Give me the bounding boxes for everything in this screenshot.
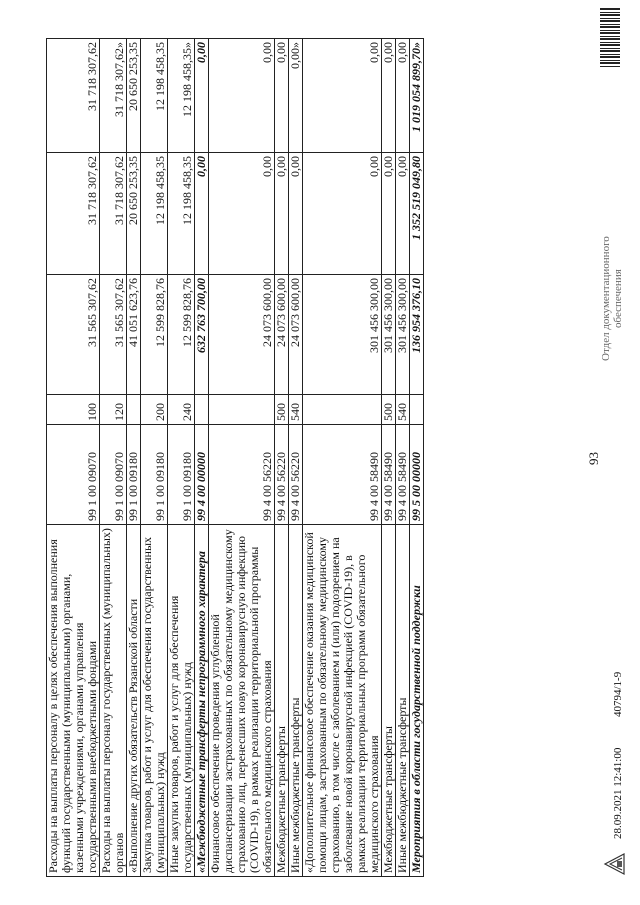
row-code: 99 4 00 58490: [382, 425, 396, 525]
row-expense-type: 200: [141, 395, 168, 425]
row-name: «Межбюджетные трансферты непрограммного характера: [195, 525, 209, 877]
row-code: 99 1 00 09070: [47, 425, 100, 525]
table-row: [168, 39, 195, 877]
row-value-2022: 0,00: [396, 153, 410, 275]
row-code: 99 1 00 09070: [100, 425, 127, 525]
row-name: «Дополнительное финансовое обеспечение оказания медицинской помощи лицам, застрахованным по обязательному медицинскому страхованию, в том числе с заболеванием и (или) подозрением на заболевание новой коронавирусной инфекцией (COVID-19), в рамках реализации территориальных программ обязательного медицинского страхования: [303, 525, 382, 877]
row-expense-type: [303, 395, 382, 425]
row-name: Иные закупки товаров, работ и услуг для обеспечения государственных (муниципальных) нужд: [168, 525, 195, 877]
row-value-2022: 0,00: [382, 153, 396, 275]
row-value-2022: 0,00: [195, 153, 209, 275]
budget-table: [46, 38, 424, 877]
row-value-2021: 12 599 828,76: [141, 275, 168, 395]
row-expense-type: 540: [289, 395, 303, 425]
row-value-2021: 24 073 600,00: [289, 275, 303, 395]
row-value-2021: 12 599 828,76: [168, 275, 195, 395]
department-stamp: [600, 236, 624, 361]
row-code: 99 4 00 56220: [209, 425, 275, 525]
row-value-2021: 301 456 300,00: [303, 275, 382, 395]
barcode-icon: [600, 7, 620, 67]
row-expense-type: 500: [382, 395, 396, 425]
row-value-2021: 24 073 600,00: [209, 275, 275, 395]
row-value-2023: 0,00: [303, 39, 382, 153]
row-expense-type: 500: [275, 395, 289, 425]
row-value-2023: 12 198 458,35»: [168, 39, 195, 153]
stamp-line-2: обеспечения: [612, 269, 624, 328]
table-row: [303, 39, 382, 877]
row-code: 99 1 00 09180: [168, 425, 195, 525]
row-value-2022: 31 718 307,62: [47, 153, 100, 275]
row-name: Иные межбюджетные трансферты: [396, 525, 410, 877]
row-value-2023: 31 718 307,62: [47, 39, 100, 153]
row-value-2021: 301 456 300,00: [396, 275, 410, 395]
row-value-2023: 0,00: [275, 39, 289, 153]
row-code: 99 4 00 00000: [195, 425, 209, 525]
row-value-2023: 20 650 253,35: [127, 39, 141, 153]
row-expense-type: 240: [168, 395, 195, 425]
row-value-2022: 0,00: [275, 153, 289, 275]
row-value-2023: 0,00»: [289, 39, 303, 153]
row-value-2021: 41 051 623,76: [127, 275, 141, 395]
row-name: Межбюджетные трансферты: [275, 525, 289, 877]
table-row: [195, 39, 209, 877]
row-name: Расходы на выплаты персоналу государственных (муниципальных) органов: [100, 525, 127, 877]
row-code: 99 4 00 58490: [303, 425, 382, 525]
row-value-2023: 0,00: [382, 39, 396, 153]
row-expense-type: [127, 395, 141, 425]
row-value-2023: 0,00: [195, 39, 209, 153]
row-value-2021: 136 954 376,10: [410, 275, 424, 395]
table-row: [47, 39, 100, 877]
row-value-2022: 1 352 519 049,80: [410, 153, 424, 275]
row-name: «Выполнение других обязательств Рязанской области: [127, 525, 141, 877]
table-row: [289, 39, 303, 877]
row-expense-type: 100: [47, 395, 100, 425]
row-name: Межбюджетные трансферты: [382, 525, 396, 877]
row-name: Расходы на выплаты персоналу в целях обеспечения выполнения функций государственными (муниципальными) органами, казенными учреждениями, органами управления государственными внебюджетными фондами: [47, 525, 100, 877]
table-row: [100, 39, 127, 877]
seal-icon: [602, 851, 626, 877]
page-footer: [600, 37, 634, 877]
table-row: [209, 39, 275, 877]
row-name: Закупка товаров, работ и услуг для обеспечения государственных (муниципальных) нужд: [141, 525, 168, 877]
table-row: [141, 39, 168, 877]
footer-doc-number: 40794/1-9: [612, 671, 624, 717]
row-expense-type: [410, 395, 424, 425]
row-value-2023: 12 198 458,35: [141, 39, 168, 153]
row-code: 99 4 00 56220: [289, 425, 303, 525]
table-row: [396, 39, 410, 877]
row-value-2022: 20 650 253,35: [127, 153, 141, 275]
row-expense-type: [209, 395, 275, 425]
row-value-2021: 31 565 307,62: [100, 275, 127, 395]
table-row: [275, 39, 289, 877]
row-value-2022: 0,00: [289, 153, 303, 275]
row-value-2022: 0,00: [209, 153, 275, 275]
row-value-2021: 301 456 300,00: [382, 275, 396, 395]
page-number: 93: [586, 452, 601, 465]
row-value-2021: 24 073 600,00: [275, 275, 289, 395]
row-expense-type: [195, 395, 209, 425]
row-value-2022: 31 718 307,62: [100, 153, 127, 275]
footer-datetime: 28.09.2021 12:41:00: [612, 747, 624, 839]
row-value-2022: 12 198 458,35: [141, 153, 168, 275]
table-row: [127, 39, 141, 877]
row-code: 99 4 00 58490: [396, 425, 410, 525]
row-value-2023: 0,00: [396, 39, 410, 153]
row-value-2022: 12 198 458,35: [168, 153, 195, 275]
row-expense-type: 120: [100, 395, 127, 425]
row-code: 99 1 00 09180: [141, 425, 168, 525]
row-value-2021: 632 763 700,00: [195, 275, 209, 395]
row-value-2023: 0,00: [209, 39, 275, 153]
row-value-2021: 31 565 307,62: [47, 275, 100, 395]
budget-table-body: [47, 39, 424, 877]
stamp-line-1: Отдел документационного: [600, 236, 612, 361]
table-row: [382, 39, 396, 877]
row-code: 99 1 00 09180: [127, 425, 141, 525]
row-value-2022: 0,00: [303, 153, 382, 275]
row-code: 99 4 00 56220: [275, 425, 289, 525]
row-value-2023: 1 019 054 899,70»: [410, 39, 424, 153]
table-row: [410, 39, 424, 877]
row-name: Финансовое обеспечение проведения углубленной диспансеризации застрахованных по обязательному медицинскому страхованию лиц, перенесших новую коронавирусную инфекцию (COVID-19), в рамках реализации территориальной программы обязательного медицинского страхования: [209, 525, 275, 877]
row-name: Мероприятия в области государственной поддержки: [410, 525, 424, 877]
row-code: 99 5 00 00000: [410, 425, 424, 525]
row-expense-type: 540: [396, 395, 410, 425]
row-name: Иные межбюджетные трансферты: [289, 525, 303, 877]
row-value-2023: 31 718 307,62»: [100, 39, 127, 153]
